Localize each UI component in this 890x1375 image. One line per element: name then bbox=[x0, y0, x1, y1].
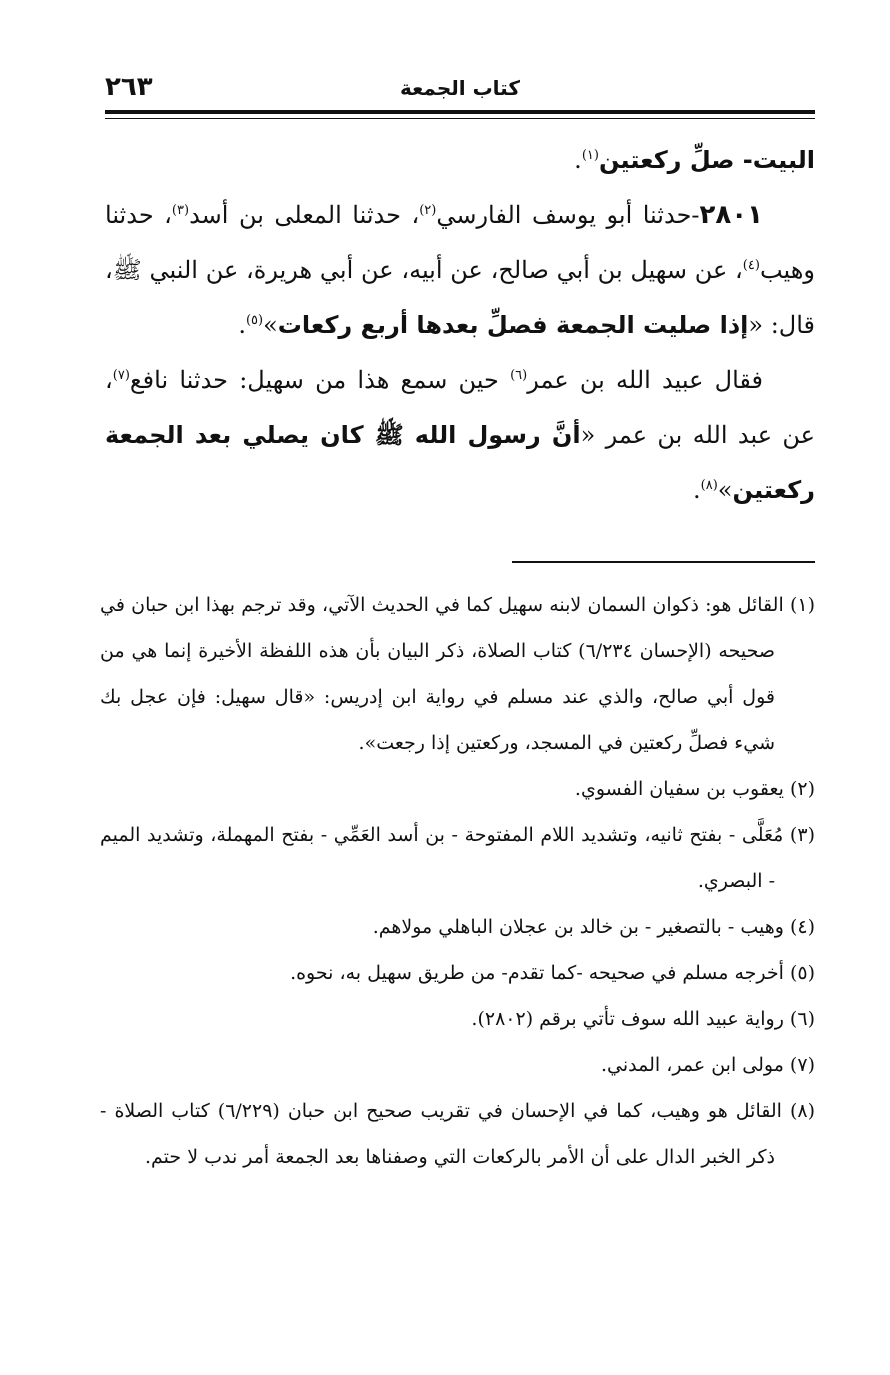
quote-close-1: » bbox=[263, 311, 278, 339]
book-title: كتاب الجمعة bbox=[400, 76, 520, 100]
footnote-ref-8: (٨) bbox=[700, 478, 718, 493]
continuation-text: البيت- صلِّ ركعتين bbox=[598, 146, 815, 174]
isnad-part-b: ، حدثنا المعلى بن أسد bbox=[189, 201, 420, 229]
footnote-8: (٨) القائل هو وهيب، كما في الإحسان في تقريب صحيح ابن حبان (٦/٢٢٩) كتاب الصلاة - ذكر الخبر الدال على أن الأمر بالركعات التي وصفناها بعد الجمعة أمر ندب لا حتم. bbox=[100, 1100, 815, 1168]
footnote-6: (٦) رواية عبيد الله سوف تأتي برقم (٢٨٠٢). bbox=[471, 1008, 815, 1030]
continuation-end: . bbox=[574, 146, 582, 174]
period-2: . bbox=[693, 476, 701, 504]
main-text bbox=[105, 133, 815, 518]
footnote-ref-5: (٥) bbox=[245, 313, 264, 328]
footnote-7: (٧) مولى ابن عمر، المدني. bbox=[601, 1054, 815, 1076]
hadith-paragraph bbox=[105, 188, 815, 353]
footnotes bbox=[100, 582, 815, 1180]
header-rule-thick bbox=[105, 110, 815, 114]
footnote-2: (٢) يعقوب بن سفيان الفسوي. bbox=[574, 778, 815, 800]
footnote-ref-2: (٢) bbox=[419, 203, 437, 218]
quote-close-2: » bbox=[717, 476, 733, 504]
page-number: ٢٦٣ bbox=[105, 72, 153, 102]
footnote-ref-6: (٦) bbox=[510, 368, 528, 383]
narration-part-a: فقال عبيد الله بن عمر bbox=[527, 366, 763, 394]
footnote-separator bbox=[512, 561, 815, 563]
continuation-line bbox=[105, 133, 815, 188]
footnote-5: (٥) أخرجه مسلم في صحيحه -كما تقدم- من طريق سهيل به، نحوه. bbox=[290, 962, 815, 984]
hadith-matn: إذا صليت الجمعة فصلِّ بعدها أربع ركعات bbox=[277, 311, 749, 339]
footnote-ref-4: (٤) bbox=[742, 258, 760, 273]
hadith-number: ٢٨٠١ bbox=[699, 200, 764, 230]
footnote-ref-7: (٧) bbox=[112, 368, 130, 383]
second-narration-paragraph bbox=[105, 353, 815, 518]
footnote-ref-3: (٣) bbox=[171, 203, 190, 218]
isnad-part-d: ، عن سهيل بن أبي صالح، عن أبيه، عن أبي هريرة، عن النبي ﷺ، قال: « bbox=[105, 256, 815, 339]
narration-matn: أنَّ رسول الله ﷺ كان يصلي بعد الجمعة ركعتين bbox=[105, 421, 815, 504]
footnote-1: (١) القائل هو: ذكوان السمان لابنه سهيل كما في الحديث الآتي، وقد ترجم بهذا ابن حبان في صحيحه (الإحسان ٦/٢٣٤) كتاب الصلاة، ذكر البيان بأن هذه اللفظة الأخيرة إنما هي من قول أبي صالح، والذي عند مسلم في رواية ابن إدريس: «قال سهيل: فإن عجل بك شيء فصلِّ ركعتين في المسجد، وركعتين إذا رجعت». bbox=[100, 594, 815, 754]
footnote-3: (٣) مُعَلَّى - بفتح ثانيه، وتشديد اللام المفتوحة - بن أسد العَمِّي - بفتح المهملة، وتشديد الميم - البصري. bbox=[100, 824, 815, 892]
isnad-part-c: ، حدثنا وهيب bbox=[105, 201, 815, 284]
footnote-ref-1: (١) bbox=[581, 148, 599, 163]
period-1: . bbox=[238, 311, 246, 339]
isnad-part-a: -حدثنا أبو يوسف الفارسي bbox=[436, 201, 700, 229]
footnote-4: (٤) وهيب - بالتصغير - بن خالد بن عجلان الباهلي مولاهم. bbox=[372, 916, 815, 938]
running-header bbox=[105, 70, 815, 110]
header-rule-thin bbox=[105, 118, 815, 119]
narration-part-b: حين سمع هذا من سهيل: حدثنا نافع bbox=[129, 366, 511, 394]
narration-part-c: ، عن عبد الله بن عمر « bbox=[105, 366, 815, 449]
